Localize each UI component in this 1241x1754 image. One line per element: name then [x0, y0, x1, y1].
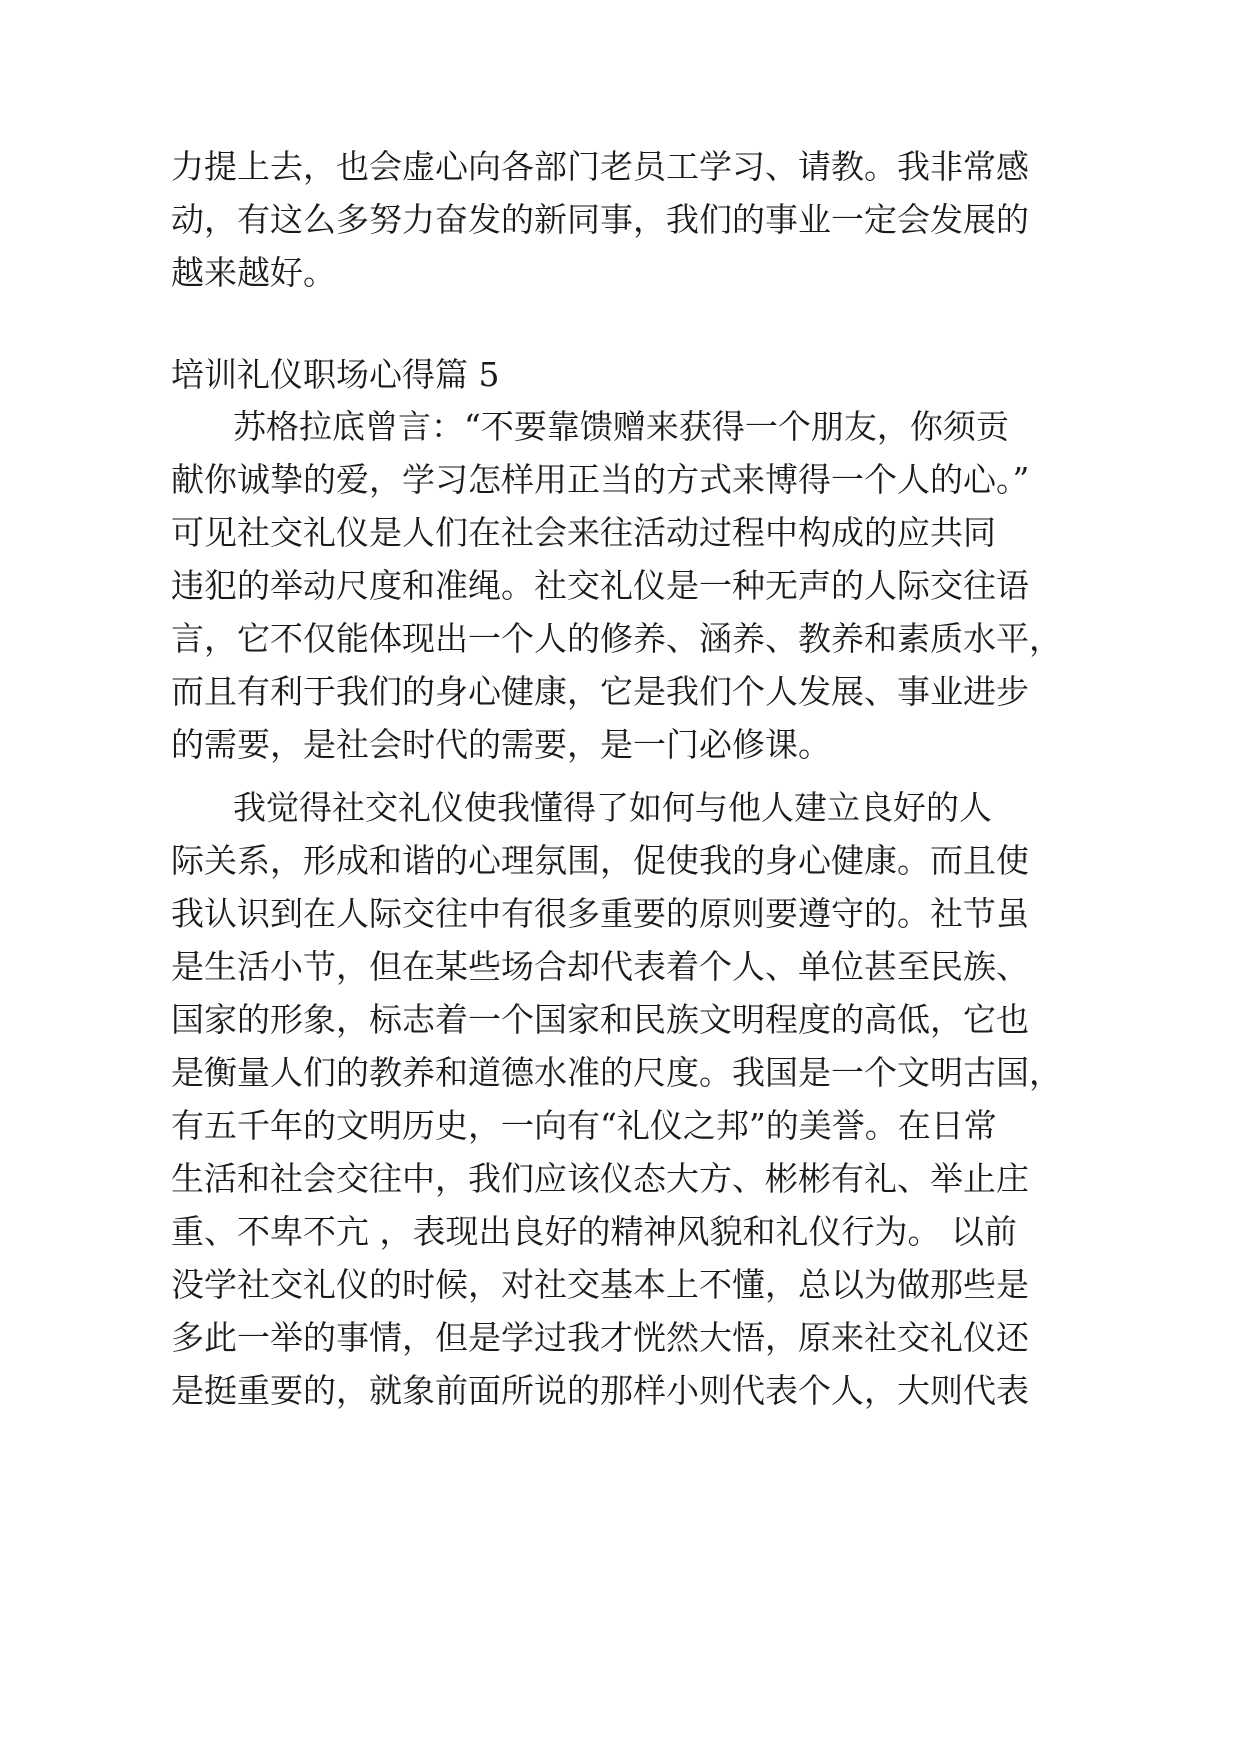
paragraph-line: 可见社交礼仪是人们在社会来往活动过程中构成的应共同: [171, 513, 996, 552]
paragraph-line: 我觉得社交礼仪使我懂得了如何与他人建立良好的人: [233, 788, 992, 827]
paragraph-line: 是生活小节，但在某些场合却代表着个人、单位甚至民族、: [171, 947, 1029, 986]
paragraph-line: 多此一举的事情，但是学过我才恍然大悟，原来社交礼仪还: [171, 1318, 1029, 1357]
text-line: [0, 1363, 1241, 1531]
paragraph-line: 重、不卑不亢 ，表现出良好的精神风貌和礼仪行为。 以前: [171, 1212, 1017, 1251]
paragraph-line: 有五千年的文明历史，一向有“礼仪之邦”的美誉。在日常: [171, 1106, 997, 1145]
paragraph-line: 苏格拉底曾言：“不要靠馈赠来获得一个朋友，你须贡: [233, 407, 1009, 446]
paragraph-line: 是衡量人们的教养和道德水准的尺度。我国是一个文明古国，: [171, 1053, 1062, 1092]
paragraph-line: 生活和社会交往中，我们应该仪态大方、彬彬有礼、举止庄: [171, 1159, 1029, 1198]
paragraph-line: 言，它不仅能体现出一个人的修养、涵养、教养和素质水平，: [171, 619, 1062, 658]
paragraph-line: 献你诚挚的爱，学习怎样用正当的方式来博得一个人的心。”: [171, 460, 1030, 499]
paragraph-line: 是挺重要的，就象前面所说的那样小则代表个人，大则代表: [171, 1371, 1029, 1410]
paragraph-line: 越来越好。: [171, 253, 336, 292]
paragraph-line: 际关系，形成和谐的心理氛围，促使我的身心健康。而且使: [171, 841, 1029, 880]
paragraph-line: 我认识到在人际交往中有很多重要的原则要遵守的。社节虽: [171, 894, 1029, 933]
paragraph-line: 力提上去，也会虚心向各部门老员工学习、请教。我非常感: [171, 147, 1029, 186]
paragraph-line: 动，有这么多努力奋发的新同事，我们的事业一定会发展的: [171, 200, 1029, 239]
paragraph-line: 国家的形象，标志着一个国家和民族文明程度的高低，它也: [171, 1000, 1029, 1039]
paragraph-line: 没学社交礼仪的时候，对社交基本上不懂，总以为做那些是: [171, 1265, 1029, 1304]
paragraph-line: 而且有利于我们的身心健康，它是我们个人发展、事业进步: [171, 672, 1029, 711]
paragraph-line: 的需要，是社会时代的需要，是一门必修课。: [171, 725, 831, 764]
paragraph-line: 违犯的举动尺度和准绳。社交礼仪是一种无声的人际交往语: [171, 566, 1029, 605]
heading-text: 培训礼仪职场心得篇 5: [171, 355, 500, 394]
